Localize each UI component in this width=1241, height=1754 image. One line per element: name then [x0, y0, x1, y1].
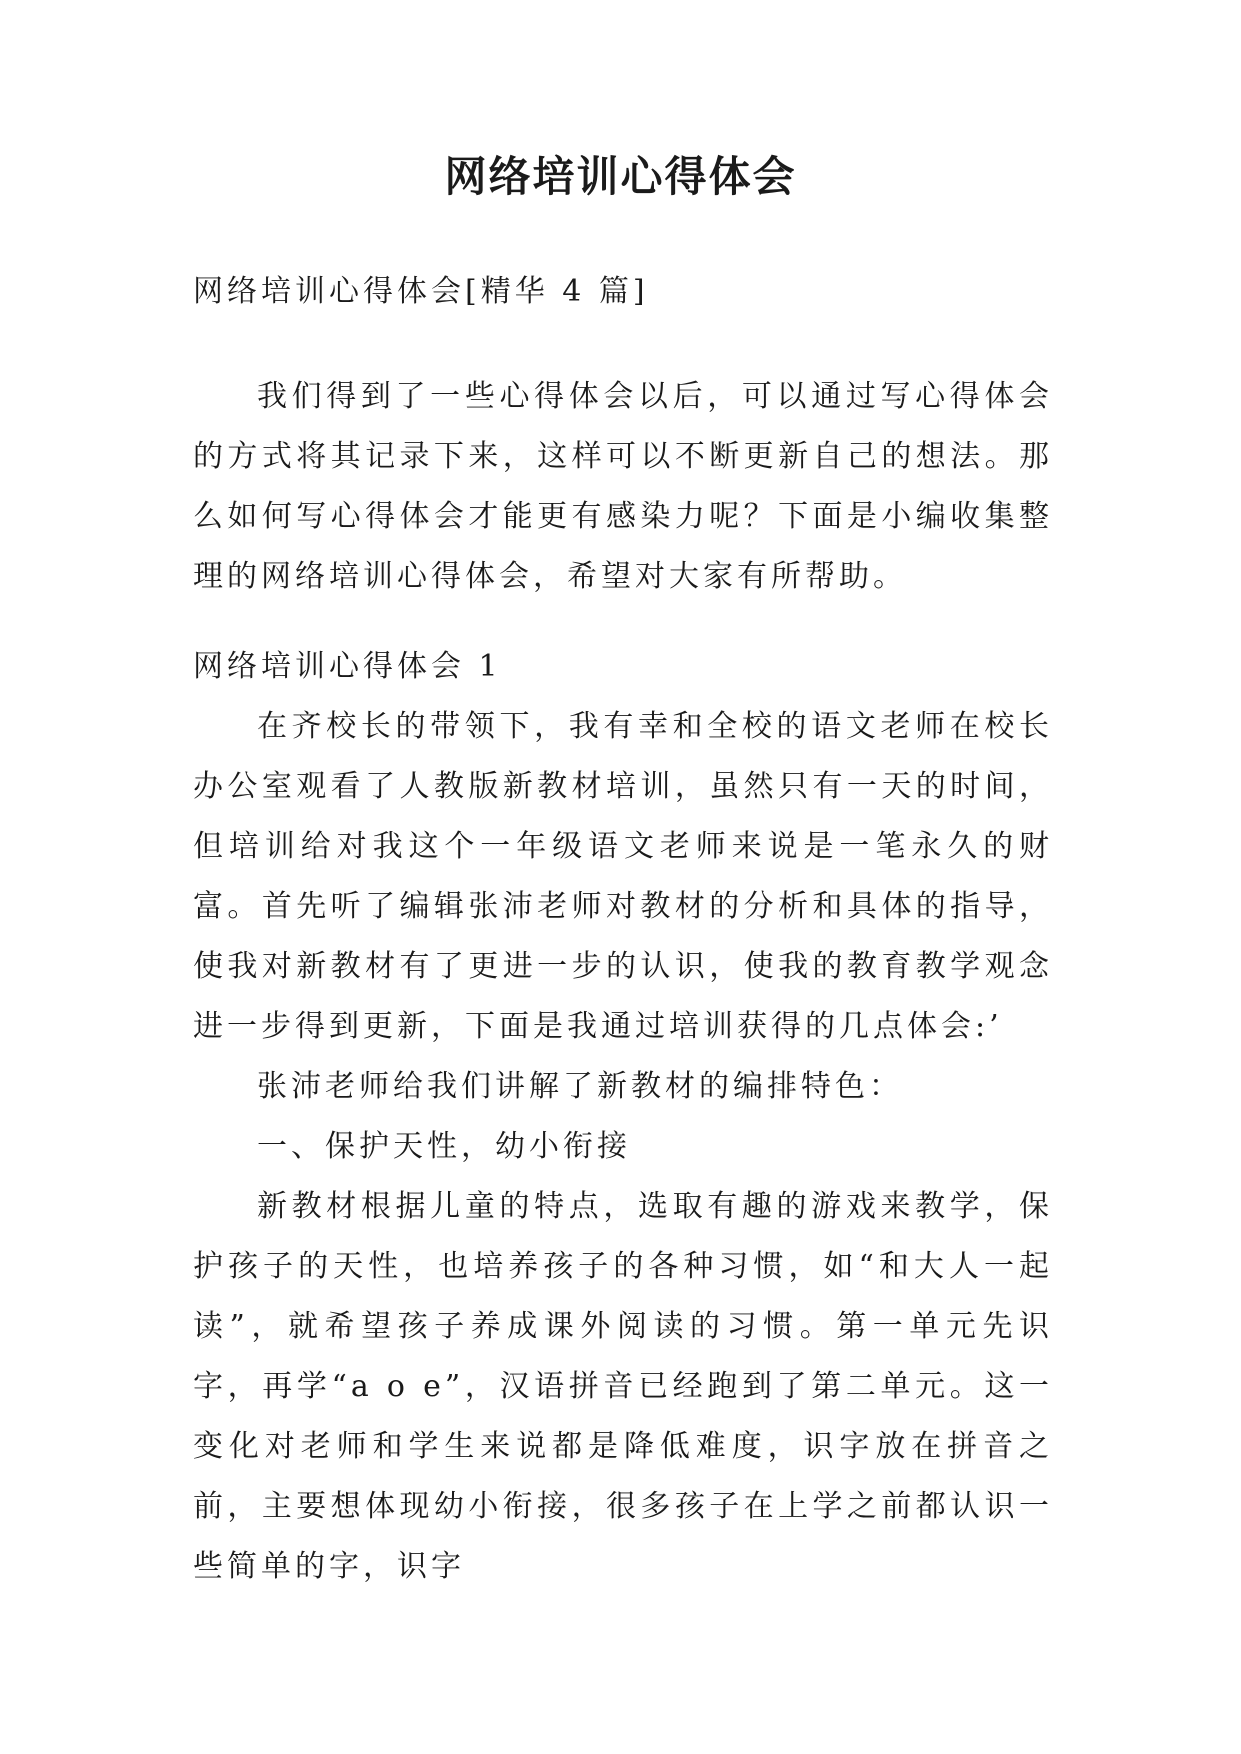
- body-paragraph: 在齐校长的带领下，我有幸和全校的语文老师在校长办公室观看了人教版新教材培训，虽然只有一天的时间，但培训给对我这个一年级语文老师来说是一笔永久的财富。首先听了编辑张沛老师对教材的分析和具体的指导，使我对新教材有了更进一步的认识，使我的教育教学观念进一步得到更新，下面是我通过培训获得的几点体会:’: [193, 709, 1053, 1044]
- body-paragraph: 一、保护天性，幼小衔接: [257, 1129, 631, 1164]
- section-heading: 网络培训心得体会 1: [193, 649, 502, 684]
- body-paragraph: 张沛老师给我们讲解了新教材的编排特色：: [257, 1069, 903, 1104]
- document-subtitle: 网络培训心得体会[精华 4 篇]: [193, 274, 649, 309]
- document-body: [193, 262, 1053, 1597]
- body-paragraph: 新教材根据儿童的特点，选取有趣的游戏来教学，保护孩子的天性，也培养孩子的各种习惯，如“和大人一起读”，就希望孩子养成课外阅读的习惯。第一单元先识字，再学“a o e”，汉语拼音已经跑到了第二单元。这一变化对老师和学生来说都是降低难度，识字放在拼音之前，主要想体现幼小衔接，很多孩子在上学之前都认识一些简单的字，识字: [193, 1189, 1053, 1584]
- intro-paragraph: 我们得到了一些心得体会以后，可以通过写心得体会的方式将其记录下来，这样可以不断更新自己的想法。那么如何写心得体会才能更有感染力呢？下面是小编收集整理的网络培训心得体会，希望对大家有所帮助。: [193, 379, 1053, 594]
- document-title: 网络培训心得体会: [444, 152, 797, 201]
